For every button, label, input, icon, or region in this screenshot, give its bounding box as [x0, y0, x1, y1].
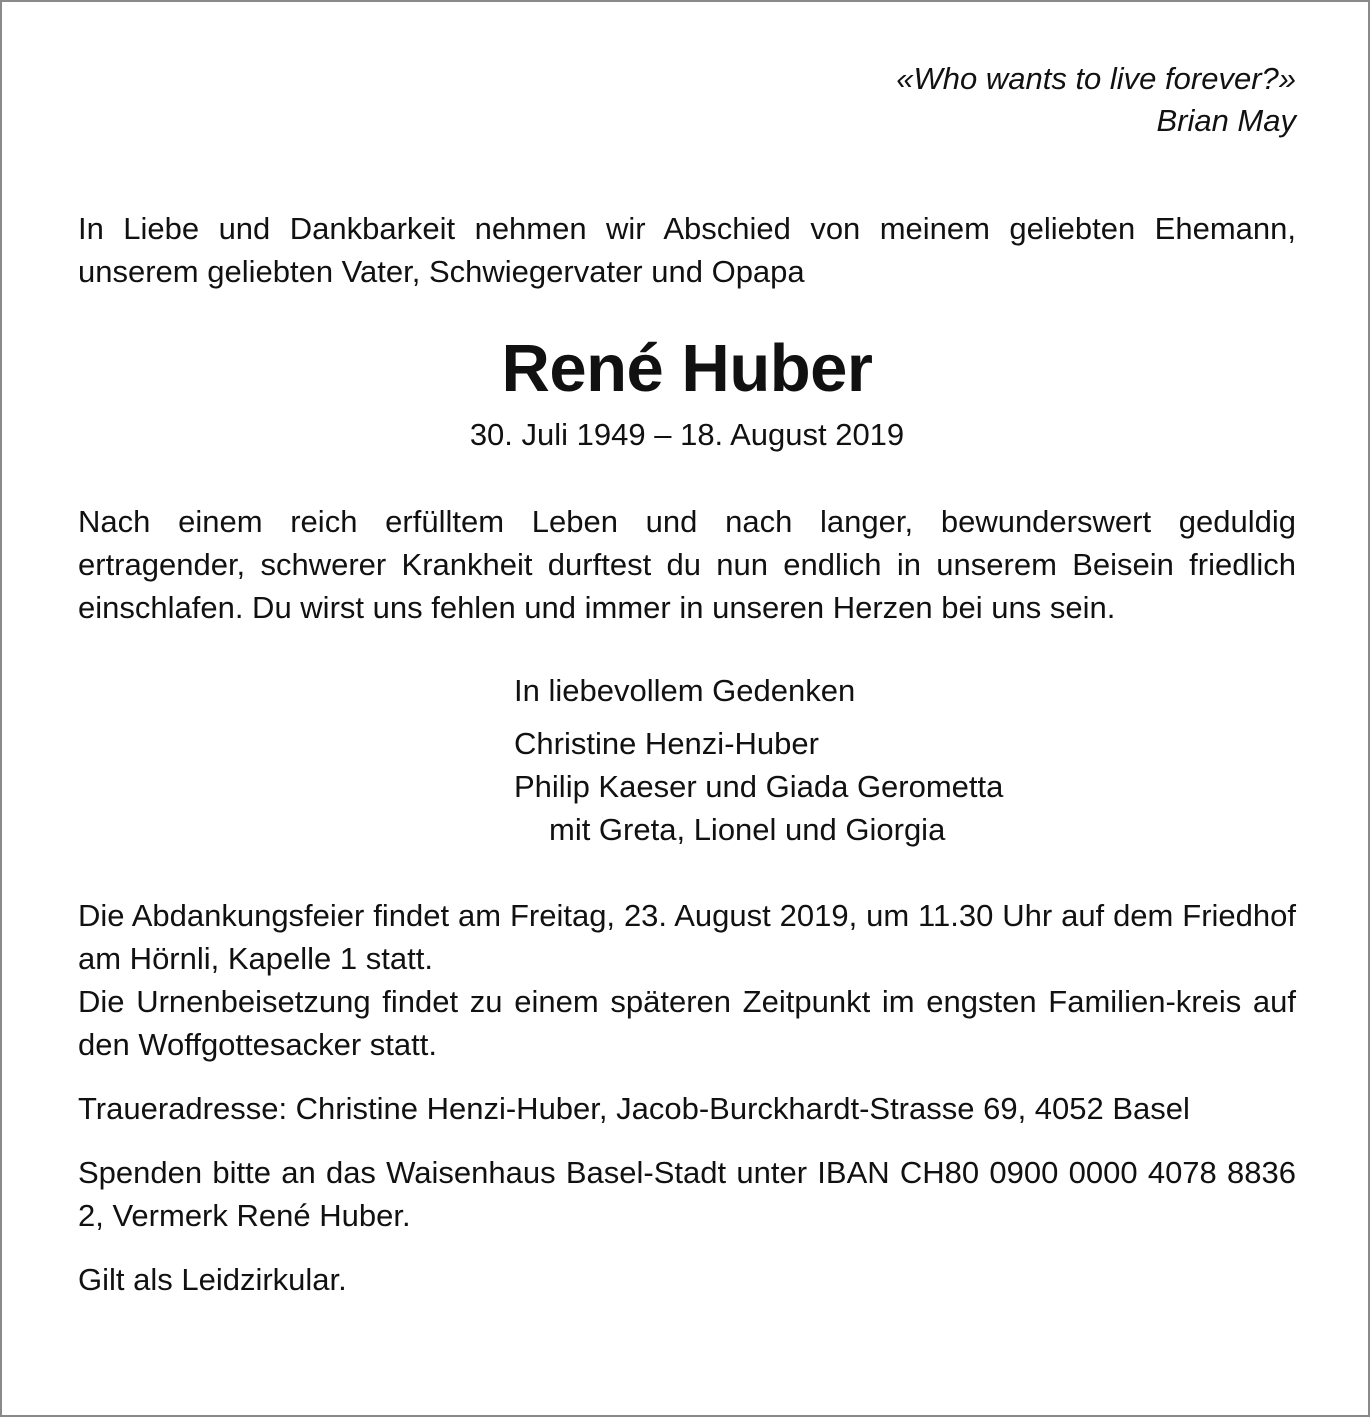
signature-line-2: Philip Kaeser und Giada Gerometta — [514, 769, 1004, 804]
epigraph-quote: «Who wants to live forever?» — [896, 61, 1296, 96]
burial-info: Die Urnenbeisetzung findet zu einem späteren Zeitpunkt im engsten Familien-kreis auf den Woffgottesacker statt. — [78, 984, 1296, 1062]
service-info: Die Abdankungsfeier findet am Freitag, 23. August 2019, um 11.30 Uhr auf dem Friedhof am Hörnli, Kapelle 1 statt. — [78, 898, 1296, 976]
signature-heading: In liebevollem Gedenken — [514, 673, 856, 708]
epigraph-author: Brian May — [1156, 103, 1296, 138]
ceremony-info — [78, 894, 1296, 1066]
mourners-signature — [514, 669, 1296, 851]
donation-info: Spenden bitte an das Waisenhaus Basel-Stadt unter IBAN CH80 0900 0000 4078 8836 2, Vermerk René Huber. — [78, 1155, 1296, 1233]
obituary-content — [78, 58, 1296, 1301]
mourning-address: Traueradresse: Christine Henzi-Huber, Jacob-Burckhardt-Strasse 69, 4052 Basel — [78, 1091, 1190, 1126]
farewell-message: Nach einem reich erfülltem Leben und nach langer, bewunderswert geduldig ertragender, schwerer Krankheit durftest du nun endlich in unserem Beisein friedlich einschlafen. Du wirst uns fehlen und immer in unseren Herzen bei uns sein. — [78, 504, 1296, 625]
intro-text: In Liebe und Dankbarkeit nehmen wir Abschied von meinem geliebten Ehemann, unserem geliebten Vater, Schwiegervater und Opapa — [78, 211, 1296, 289]
epigraph — [78, 58, 1296, 142]
signature-line-1: Christine Henzi-Huber — [514, 726, 819, 761]
deceased-name: René Huber — [501, 331, 873, 406]
life-dates: 30. Juli 1949 – 18. August 2019 — [469, 417, 905, 452]
signature-line-3: mit Greta, Lionel und Giorgia — [549, 812, 946, 847]
closing-note: Gilt als Leidzirkular. — [78, 1262, 347, 1297]
